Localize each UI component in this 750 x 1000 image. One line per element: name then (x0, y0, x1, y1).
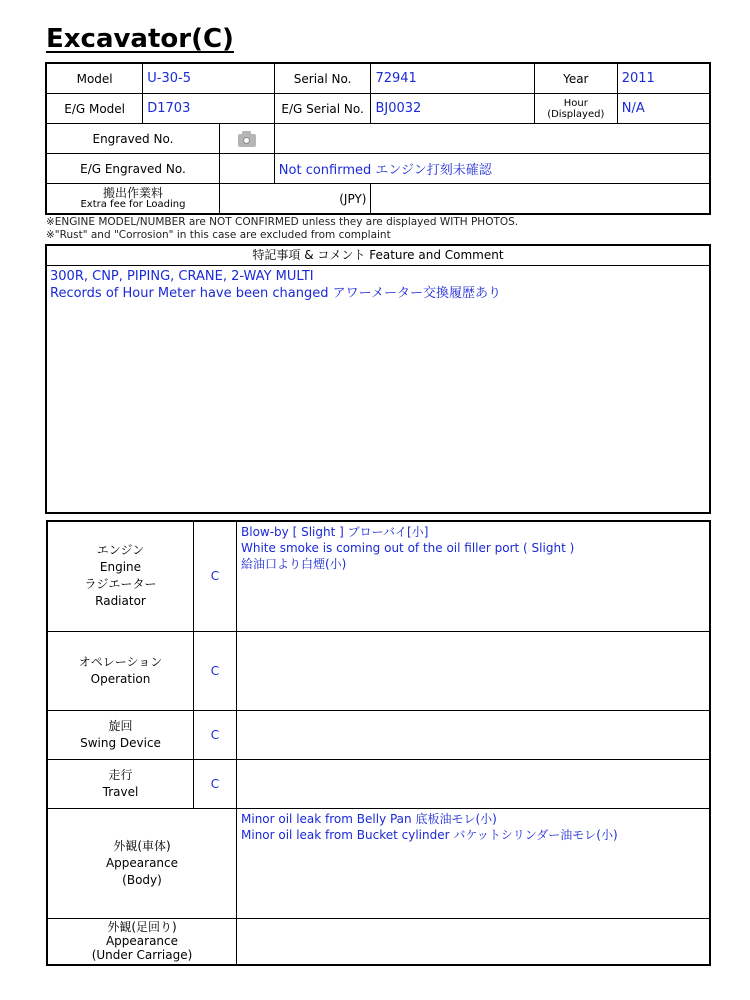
info-row-eg-model (46, 94, 710, 124)
engine-comment-3: 給油口より白煙(小) (241, 557, 347, 571)
info-row-loading (46, 184, 710, 215)
inspection-row-undercarriage (47, 918, 710, 965)
radiator-jp: ラジエーター (84, 577, 157, 592)
feature-line-1: 300R, CNP, PIPING, CRANE, 2-WAY MULTI (50, 269, 314, 284)
inspection-row-travel (47, 759, 710, 808)
engine-en: Engine (99, 560, 142, 575)
disclaimer-notes (46, 216, 518, 242)
year-label: Year (534, 63, 617, 94)
undercarriage-comments (237, 918, 711, 965)
serial-value: 72941 (371, 63, 534, 94)
loading-label (46, 184, 219, 215)
body-comment-1: Minor oil leak from Belly Pan 底板油モレ(小) (241, 811, 497, 826)
engraved-photo-cell[interactable] (219, 124, 274, 154)
undercarriage-jp: 外観(足回り) (107, 920, 177, 935)
inspection-row-body (47, 808, 710, 918)
loading-label-jp: 搬出作業料 (102, 186, 163, 200)
page-title: Excavator(C) (46, 24, 234, 54)
note-rust: ※"Rust" and "Corrosion" in this case are excluded from complaint (46, 229, 391, 241)
body-jp: 外観(車体) (113, 838, 171, 853)
info-row-model (46, 63, 710, 94)
year-value: 2011 (617, 63, 710, 94)
note-engine: ※ENGINE MODEL/NUMBER are NOT CONFIRMED unless they are displayed WITH PHOTOS. (46, 216, 519, 228)
feature-body (47, 266, 709, 304)
hour-label-line2: (Displayed) (547, 108, 605, 120)
model-value: U-30-5 (143, 63, 275, 94)
info-row-engraved (46, 124, 710, 154)
info-row-eg-engraved (46, 154, 710, 184)
engine-comments (237, 521, 711, 631)
operation-comments (237, 631, 711, 710)
inspection-row-swing (47, 710, 710, 759)
eg-engraved-label: E/G Engraved No. (46, 154, 219, 184)
undercarriage-en2: (Under Carriage) (91, 948, 193, 963)
swing-category (47, 710, 194, 759)
engine-category (47, 521, 194, 631)
operation-en: Operation (90, 671, 151, 686)
eg-serial-value: BJ0032 (371, 94, 534, 124)
body-comment-2: Minor oil leak from Bucket cylinder バケットシリンダー油モレ(小) (241, 827, 618, 842)
eg-model-value: D1703 (143, 94, 275, 124)
feature-line-2: Records of Hour Meter have been changed アワーメーター交換履歴あり (50, 286, 501, 301)
engraved-label: Engraved No. (46, 124, 219, 154)
inspection-table (46, 520, 711, 966)
swing-grade: C (194, 710, 237, 759)
undercarriage-category (47, 918, 237, 965)
serial-label: Serial No. (274, 63, 371, 94)
feature-comment-box (45, 244, 711, 514)
hour-value: N/A (617, 94, 710, 124)
loading-currency: (JPY) (219, 184, 371, 215)
travel-en: Travel (102, 784, 139, 799)
model-label: Model (46, 63, 143, 94)
swing-comments (237, 710, 711, 759)
engine-jp: エンジン (96, 543, 145, 558)
engine-comment-2: White smoke is coming out of the oil filler port ( Slight ) (241, 541, 575, 555)
undercarriage-en: Appearance (105, 934, 179, 949)
body-en2: (Body) (122, 872, 162, 887)
operation-grade: C (194, 631, 237, 710)
body-category (47, 808, 237, 918)
travel-grade: C (194, 759, 237, 808)
hour-label (534, 94, 617, 124)
camera-icon[interactable] (236, 129, 258, 149)
radiator-en: Radiator (95, 594, 146, 609)
operation-jp: オペレーション (78, 654, 163, 669)
operation-category (47, 631, 194, 710)
inspection-row-engine (47, 521, 710, 631)
engine-grade: C (194, 521, 237, 631)
body-comments (237, 808, 711, 918)
travel-comments (237, 759, 711, 808)
eg-serial-label: E/G Serial No. (274, 94, 371, 124)
engraved-value (274, 124, 710, 154)
travel-category (47, 759, 194, 808)
travel-jp: 走行 (108, 767, 133, 782)
hour-label-line1: Hour (563, 97, 588, 109)
eg-engraved-value: Not confirmed エンジン打刻未確認 (274, 154, 710, 184)
engine-comment-1: Blow-by [ Slight ] ブローバイ[小] (241, 525, 429, 539)
eg-engraved-photo-cell (219, 154, 274, 184)
loading-label-en: Extra fee for Loading (80, 199, 186, 210)
swing-en: Swing Device (80, 735, 161, 750)
body-en: Appearance (105, 855, 179, 870)
swing-jp: 旋回 (108, 718, 133, 733)
eg-model-label: E/G Model (46, 94, 143, 124)
vehicle-info-table (45, 62, 711, 215)
loading-fee-value (371, 184, 710, 215)
inspection-row-operation (47, 631, 710, 710)
feature-header: 特記事項 & コメント Feature and Comment (47, 246, 709, 266)
